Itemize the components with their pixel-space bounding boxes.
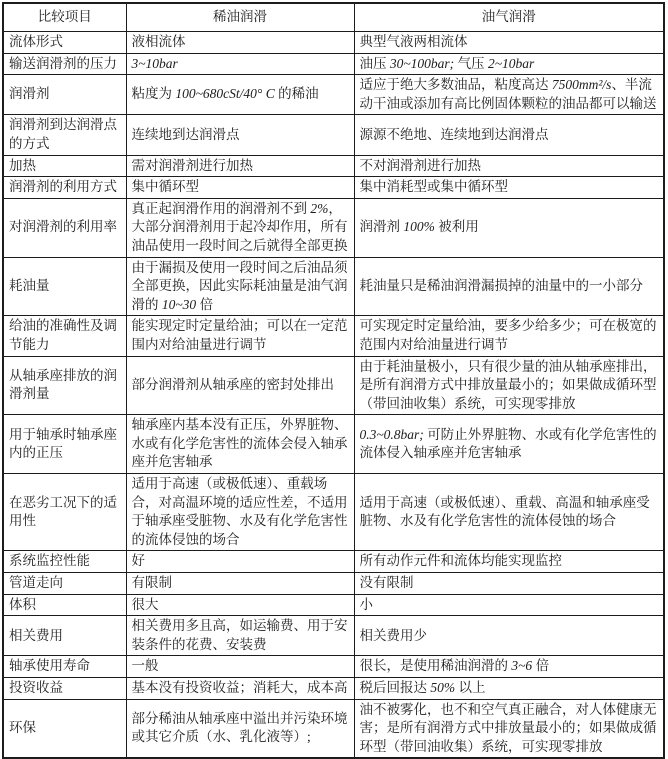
comparison-item-cell: 给油的准确性及调节能力 (3, 316, 126, 356)
thin-oil-cell: 很大 (126, 594, 354, 616)
table-row (3, 699, 664, 758)
table-row (3, 53, 664, 75)
table-row (3, 155, 664, 177)
oil-air-cell: 0.3~0.8bar; 可防止外界脏物、水或有化学危害性的流体侵入轴承座并危害轴承 (354, 415, 664, 474)
comparison-table (2, 2, 665, 759)
oil-air-cell: 由于耗油量极小，只有很少量的油从轴承座排出，是所有润滑方式中排放量最小的；如果做成循环型（带回油收集）系统，可实现零排放 (354, 356, 664, 415)
thin-oil-cell: 由于漏损及使用一段时间之后油品须全部更换，因此实际耗油量是油气润滑的 10~30 倍 (126, 257, 354, 316)
thin-oil-cell: 真正起润滑作用的润滑剂不到 2%，大部分润滑剂用于起冷却作用，所有油品使用一段时间之后就得全部更换 (126, 198, 354, 257)
oil-air-cell: 集中消耗型或集中循环型 (354, 177, 664, 199)
thin-oil-cell: 需对润滑剂进行加热 (126, 155, 354, 177)
thin-oil-cell: 相关费用多且高，如运输费、用于安装条件的花费、安装费 (126, 616, 354, 656)
comparison-item-cell: 用于轴承时轴承座内的正压 (3, 415, 126, 474)
header-row (3, 3, 664, 32)
table-row (3, 594, 664, 616)
oil-air-cell: 税后回报达 50% 以上 (354, 678, 664, 700)
oil-air-cell: 所有动作元件和流体均能实现监控 (354, 551, 664, 573)
comparison-item-cell: 润滑剂到达润滑点的方式 (3, 115, 126, 155)
comparison-item-cell: 润滑剂 (3, 75, 126, 115)
comparison-item-cell: 管道走向 (3, 573, 126, 595)
table-row (3, 551, 664, 573)
thin-oil-cell: 能实现定时定量给油；可以在一定范围内对给油量进行调节 (126, 316, 354, 356)
comparison-item-cell: 输送润滑剂的压力 (3, 53, 126, 75)
oil-air-cell: 油压 30~100bar; 气压 2~10bar (354, 53, 664, 75)
comparison-item-cell: 系统监控性能 (3, 551, 126, 573)
comparison-item-cell: 投资收益 (3, 678, 126, 700)
thin-oil-cell: 部分稀油从轴承座中溢出并污染环境或其它介质（水、乳化液等）; (126, 699, 354, 758)
thin-oil-cell: 轴承座内基本没有正压，外界脏物、水或有化学危害性的流体会侵入轴承座并危害轴承 (126, 415, 354, 474)
thin-oil-cell: 好 (126, 551, 354, 573)
oil-air-cell: 油不被雾化，也不和空气真正融合，对人体健康无害；是所有润滑方式中排放量最小的；如果做成循环型（带回油收集）系统，可实现零排放 (354, 699, 664, 758)
thin-oil-cell: 集中循环型 (126, 177, 354, 199)
oil-air-cell: 适用于高速（或极低速）、重载、高温和轴承座受脏物、水及有化学危害性的流体侵蚀的场合 (354, 474, 664, 551)
table-row (3, 656, 664, 678)
thin-oil-cell: 液相流体 (126, 32, 354, 54)
table-row (3, 316, 664, 356)
oil-air-cell: 小 (354, 594, 664, 616)
table-row (3, 678, 664, 700)
comparison-item-cell: 流体形式 (3, 32, 126, 54)
header-comparison-item: 比较项目 (3, 3, 126, 32)
thin-oil-cell: 3~10bar (126, 53, 354, 75)
table-row (3, 474, 664, 551)
comparison-item-cell: 体积 (3, 594, 126, 616)
comparison-item-cell: 加热 (3, 155, 126, 177)
table-row (3, 32, 664, 54)
comparison-item-cell: 相关费用 (3, 616, 126, 656)
oil-air-cell: 可实现定时定量给油，要多少给多少；可在极宽的范围内对给油量进行调节 (354, 316, 664, 356)
table-row (3, 177, 664, 199)
oil-air-cell: 没有限制 (354, 573, 664, 595)
thin-oil-cell: 一般 (126, 656, 354, 678)
comparison-item-cell: 对润滑剂的利用率 (3, 198, 126, 257)
comparison-item-cell: 轴承使用寿命 (3, 656, 126, 678)
table-body (3, 32, 664, 759)
oil-air-cell: 典型气液两相流体 (354, 32, 664, 54)
oil-air-cell: 不对润滑剂进行加热 (354, 155, 664, 177)
comparison-item-cell: 在恶劣工况下的适用性 (3, 474, 126, 551)
table-row (3, 616, 664, 656)
table-row (3, 198, 664, 257)
oil-air-cell: 源源不绝地、连续地到达润滑点 (354, 115, 664, 155)
table-row (3, 573, 664, 595)
oil-air-cell: 耗油量只是稀油润滑漏损掉的油量中的一小部分 (354, 257, 664, 316)
thin-oil-cell: 有限制 (126, 573, 354, 595)
oil-air-cell: 很长，是使用稀油润滑的 3~6 倍 (354, 656, 664, 678)
oil-air-cell: 润滑剂 100% 被利用 (354, 198, 664, 257)
oil-air-cell: 相关费用少 (354, 616, 664, 656)
thin-oil-cell: 适用于高速（或极低速）、重载场合，对高温环境的适应性差，不适用于轴承座受脏物、水及有化学危害性的流体侵蚀的场合 (126, 474, 354, 551)
comparison-item-cell: 从轴承座排放的润滑剂量 (3, 356, 126, 415)
table-row (3, 415, 664, 474)
table-row (3, 356, 664, 415)
header-thin-oil-lubrication: 稀油润滑 (126, 3, 354, 32)
table-row (3, 257, 664, 316)
thin-oil-cell: 粘度为 100~680cSt/40° C 的稀油 (126, 75, 354, 115)
thin-oil-cell: 基本没有投资收益；消耗大，成本高 (126, 678, 354, 700)
table-header (3, 3, 664, 32)
comparison-item-cell: 耗油量 (3, 257, 126, 316)
comparison-item-cell: 环保 (3, 699, 126, 758)
thin-oil-cell: 部分润滑剂从轴承座的密封处排出 (126, 356, 354, 415)
table-row (3, 115, 664, 155)
thin-oil-cell: 连续地到达润滑点 (126, 115, 354, 155)
oil-air-cell: 适应于绝大多数油品，粘度高达 7500mm²/s、半流动干油或添加有高比例固体颗粒的油品都可以输送 (354, 75, 664, 115)
header-oil-air-lubrication: 油气润滑 (354, 3, 664, 32)
comparison-item-cell: 润滑剂的利用方式 (3, 177, 126, 199)
table-row (3, 75, 664, 115)
